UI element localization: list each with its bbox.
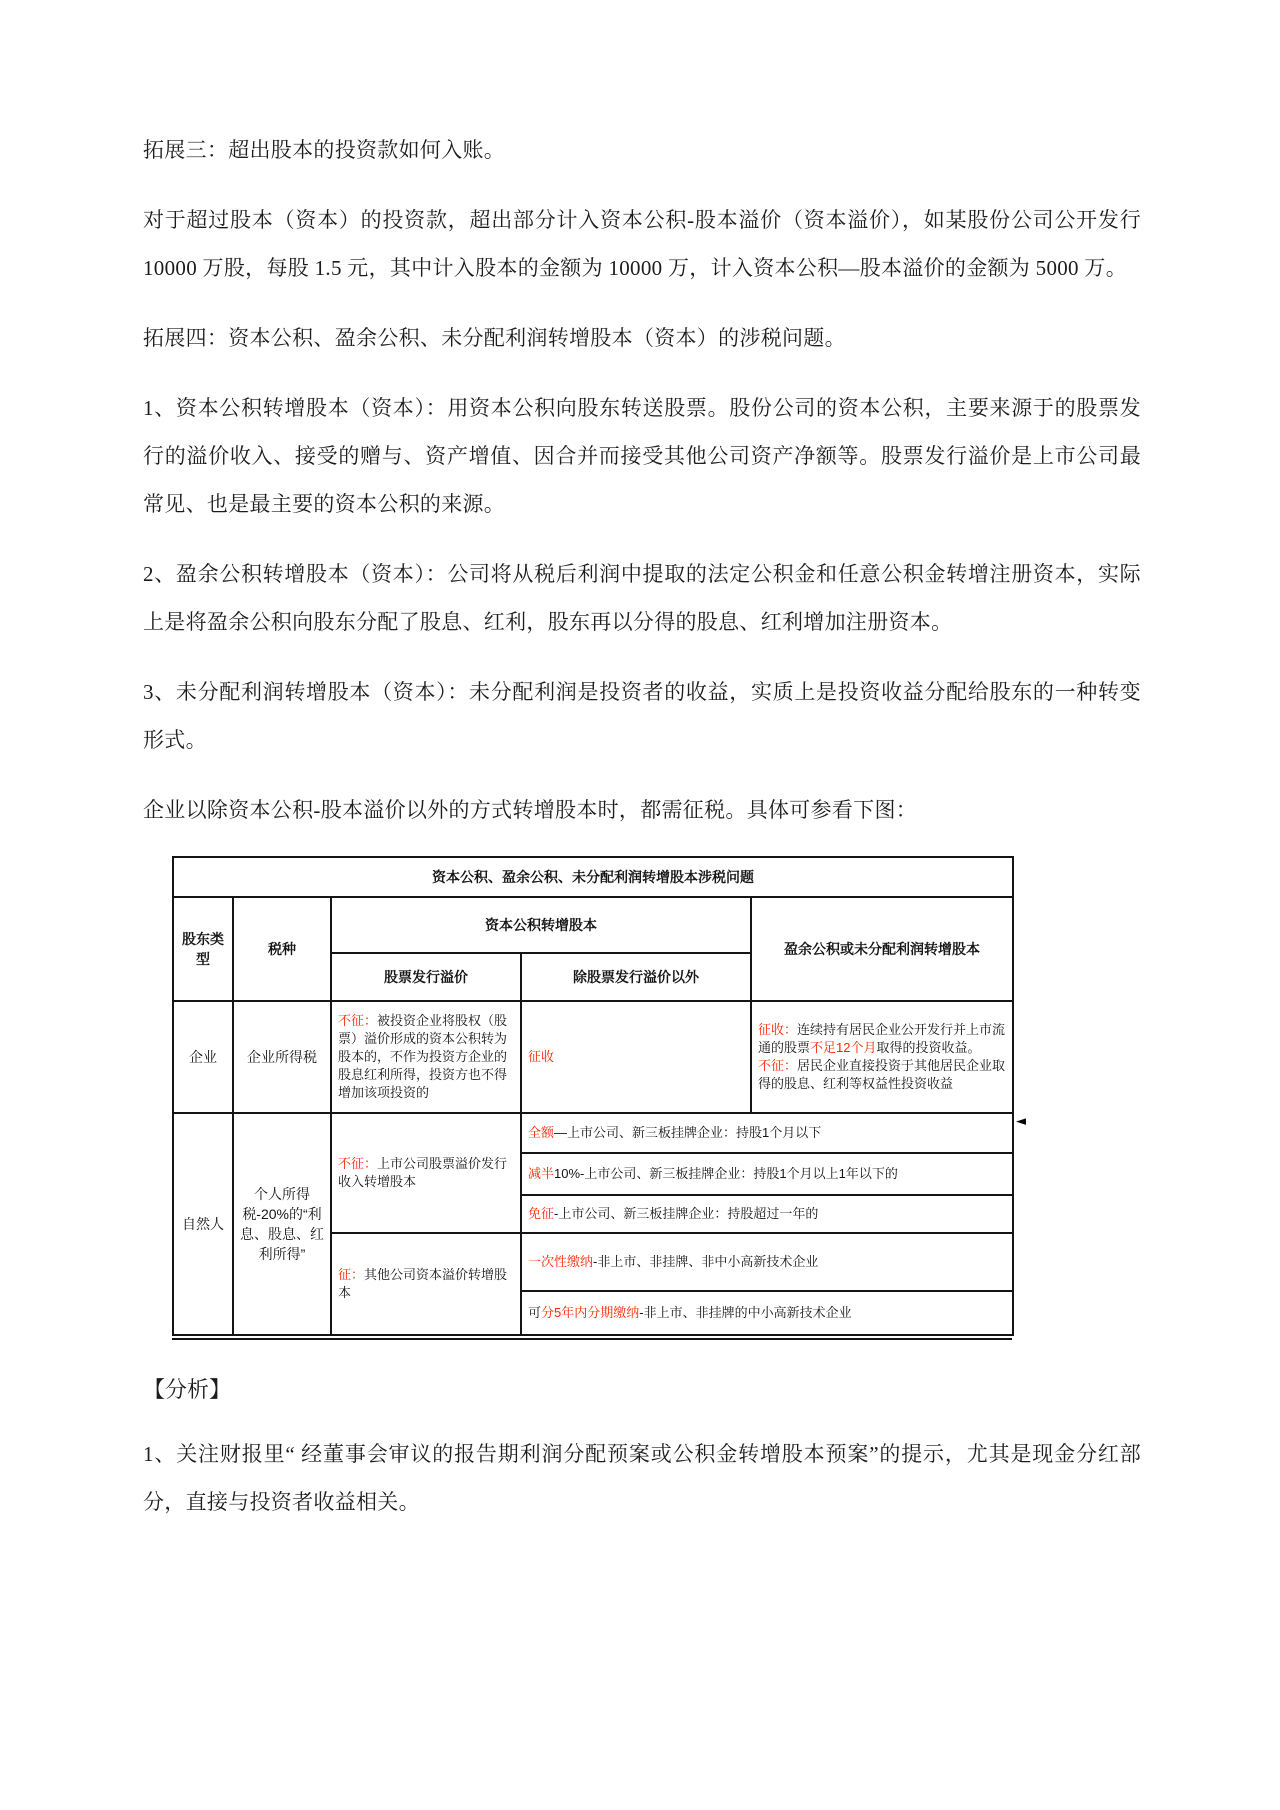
cell-natural-detail-half: 减半10%-上市公司、新三板挂牌企业：持股1个月以上1年以下的	[521, 1153, 1013, 1195]
cell-enterprise-surplus: 征收：连续持有居民企业公开发行并上市流通的股票不足12个月取得的投资收益。 不征：居民企业直接投资于其他居民企业取得的股息、红利等权益性投资收益	[751, 1001, 1013, 1113]
table-row-natural-1	[173, 1113, 1013, 1153]
cell-natural-premium-other: 征：其他公司资本溢价转增股本	[331, 1233, 521, 1335]
paragraph-expansion-4-heading: 拓展四：资本公积、盈余公积、未分配利润转增股本（资本）的涉税问题。	[143, 326, 846, 350]
table-edge-arrow-icon: ◄	[1016, 1114, 1026, 1129]
document-content	[143, 126, 1141, 1548]
header-shareholder-type: 股东类型	[173, 897, 233, 1001]
cell-natural-detail-lumpsum: 一次性缴纳-非上市、非挂牌、非中小高新技术企业	[521, 1233, 1013, 1291]
cell-enterprise-tax: 企业所得税	[233, 1001, 331, 1113]
paragraph-tax-note: 企业以除资本公积-股本溢价以外的方式转增股本时，都需征税。具体可参看下图：	[143, 798, 918, 822]
cell-natural-detail-installment: 可分5年内分期缴纳-非上市、非挂牌的中小高新技术企业	[521, 1291, 1013, 1335]
paragraph-surplus-reserve-conversion: 2、盈余公积转增股本（资本）：公司将从税后利润中提取的法定公积金和任意公积金转增注册资本，实际上是将盈余公积向股东分配了股息、红利，股东再以分得的股息、红利增加注册资本。	[143, 562, 1141, 634]
header-tax-type: 税种	[233, 897, 331, 1001]
paragraph-expansion-3-heading: 拓展三：超出股本的投资款如何入账。	[143, 138, 506, 162]
header-share-premium: 股票发行溢价	[331, 953, 521, 1001]
paragraph-undistributed-profit-conversion: 3、未分配利润转增股本（资本）：未分配利润是投资者的收益，实质上是投资收益分配给股东的一种转变形式。	[143, 680, 1141, 752]
table-header-row-1	[173, 897, 1013, 953]
tax-table	[172, 856, 1014, 1336]
header-other-than-premium: 除股票发行溢价以外	[521, 953, 751, 1001]
cell-natural-person-tax: 个人所得税-20%的“利息、股息、红利所得”	[233, 1113, 331, 1335]
cell-enterprise: 企业	[173, 1001, 233, 1113]
table-title-row	[173, 857, 1013, 897]
table-bottom-double-border	[172, 1338, 1012, 1340]
cell-enterprise-other: 征收	[521, 1001, 751, 1113]
paragraph-analysis-item-1: 1、关注财报里“ 经董事会审议的报告期利润分配预案或公积金转增股本预案”的提示，尤其是现金分红部分，直接与投资者收益相关。	[143, 1442, 1141, 1514]
header-capital-reserve-group: 资本公积转增股本	[331, 897, 751, 953]
table-row-enterprise	[173, 1001, 1013, 1113]
cell-natural-person: 自然人	[173, 1113, 233, 1335]
tax-table-image	[172, 856, 1026, 1340]
cell-natural-detail-full: 全额—上市公司、新三板挂牌企业：持股1个月以下	[521, 1113, 1013, 1153]
analysis-heading: 【分析】	[143, 1377, 232, 1402]
table-title: 资本公积、盈余公积、未分配利润转增股本涉税问题	[173, 857, 1013, 897]
cell-enterprise-premium: 不征：被投资企业将股权（股票）溢价形成的资本公积转为股本的，不作为投资方企业的股息红利所得，投资方也不得增加该项投资的	[331, 1001, 521, 1113]
paragraph-premium-example: 对于超过股本（资本）的投资款，超出部分计入资本公积-股本溢价（资本溢价），如某股份公司公开发行 10000 万股，每股 1.5 元，其中计入股本的金额为 10000 万，计入资本公积—股本溢价的金额为 5000 万。	[143, 208, 1141, 280]
cell-natural-premium-listed: 不征：上市公司股票溢价发行收入转增股本	[331, 1113, 521, 1233]
paragraph-capital-reserve-conversion: 1、资本公积转增股本（资本）：用资本公积向股东转送股票。股份公司的资本公积，主要来源于的股票发行的溢价收入、接受的赠与、资产增值、因合并而接受其他公司资产净额等。股票发行溢价是上市公司最常见、也是最主要的资本公积的来源。	[143, 396, 1141, 516]
header-surplus-or-undistributed: 盈余公积或未分配利润转增股本	[751, 897, 1013, 1001]
cell-natural-detail-exempt: 免征-上市公司、新三板挂牌企业：持股超过一年的	[521, 1195, 1013, 1233]
